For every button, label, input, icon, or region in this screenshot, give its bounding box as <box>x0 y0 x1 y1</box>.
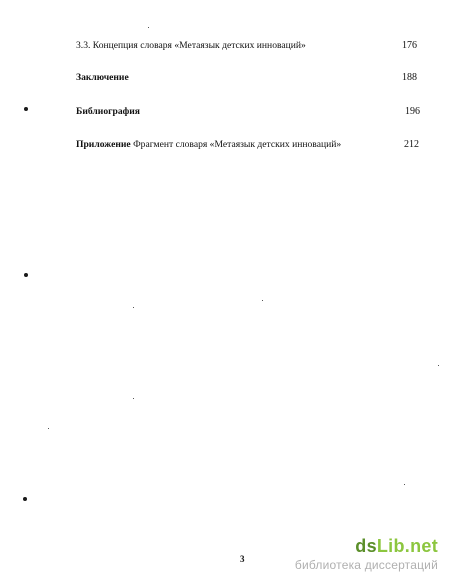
toc-entry-page: 188 <box>402 72 417 83</box>
dslib-logo <box>295 536 438 556</box>
binder-hole <box>24 273 28 277</box>
binder-hole <box>24 107 28 111</box>
page-number: 3 <box>240 554 245 564</box>
scan-speck <box>148 27 149 28</box>
toc-entry-title-bold: Приложение <box>76 139 131 150</box>
toc-entry-title: Фрагмент словаря «Метаязык детских инноваций» <box>130 139 342 150</box>
toc-entry-page: 176 <box>402 40 417 51</box>
scan-speck <box>133 307 134 308</box>
scan-speck <box>262 300 263 301</box>
scan-speck <box>438 365 439 366</box>
dslib-watermark <box>295 536 438 572</box>
watermark-tagline: библиотека диссертаций <box>294 558 438 572</box>
scan-speck <box>404 484 405 485</box>
toc-entry-title-wrap <box>76 106 140 118</box>
logo-ds: ds <box>355 536 377 556</box>
toc-entry-page: 212 <box>404 139 419 150</box>
toc-entry-title-wrap <box>76 72 129 84</box>
toc-entry-title: Библиография <box>76 106 140 117</box>
logo-lib: Lib <box>376 536 405 556</box>
logo-net: .net <box>404 536 438 556</box>
binder-hole <box>23 497 27 501</box>
toc-entry-page: 196 <box>405 106 420 117</box>
scan-speck <box>133 398 134 399</box>
scan-speck <box>48 428 49 429</box>
toc-entry-title-wrap <box>76 139 341 151</box>
toc-entry-title: 3.3. Концепция словаря «Метаязык детских инноваций» <box>76 40 306 51</box>
toc-entry-title: Заключение <box>76 72 129 83</box>
